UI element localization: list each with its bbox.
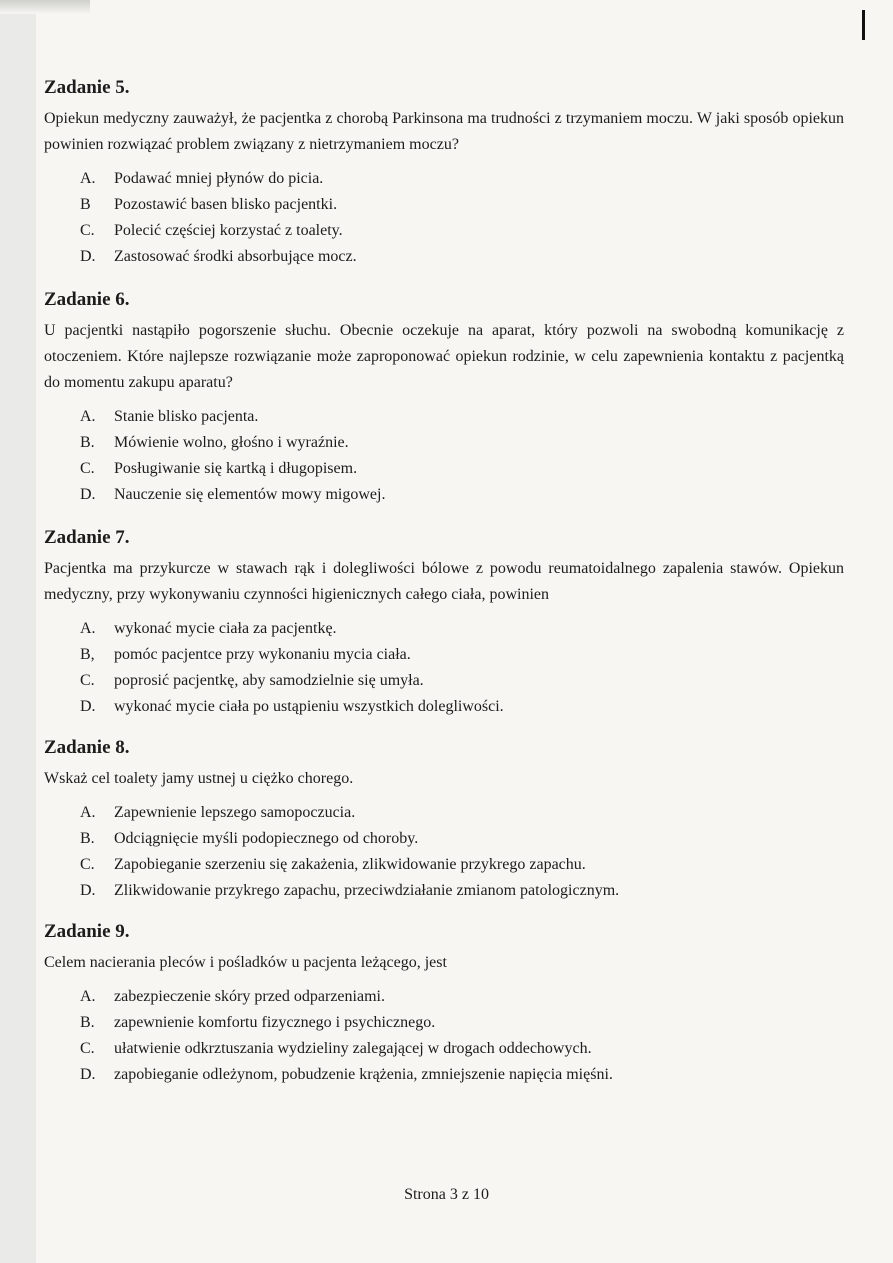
task-title: Zadanie 6.	[44, 289, 130, 310]
answer-option-b	[80, 192, 844, 218]
option-letter: D.	[80, 486, 96, 503]
answer-option-a	[80, 616, 844, 642]
option-letter: A.	[80, 804, 96, 821]
option-text: Zastosować środki absorbujące mocz.	[114, 248, 357, 265]
task-5	[44, 76, 844, 270]
answer-option-d	[80, 1062, 844, 1088]
task-title: Zadanie 5.	[44, 77, 130, 98]
task-7	[44, 526, 844, 720]
answer-option-c	[80, 456, 844, 482]
answer-options	[44, 984, 844, 1088]
option-letter: C.	[80, 1040, 95, 1057]
answer-option-d	[80, 878, 844, 904]
option-text: Zapewnienie lepszego samopoczucia.	[114, 804, 356, 821]
option-letter: C.	[80, 460, 95, 477]
option-text: Odciągnięcie myśli podopiecznego od choroby.	[114, 830, 419, 847]
task-title: Zadanie 8.	[44, 737, 130, 758]
answer-option-c	[80, 668, 844, 694]
option-text: pomóc pacjentce przy wykonaniu mycia ciała.	[114, 646, 411, 663]
option-text: Stanie blisko pacjenta.	[114, 408, 259, 425]
option-letter: C.	[80, 222, 95, 239]
option-letter: A.	[80, 170, 96, 187]
scan-corner-shadow	[0, 0, 90, 14]
answer-option-b	[80, 826, 844, 852]
answer-option-a	[80, 404, 844, 430]
answer-options	[44, 616, 844, 720]
option-text: Podawać mniej płynów do picia.	[114, 170, 324, 187]
answer-option-b	[80, 430, 844, 456]
task-question: Pacjentka ma przykurcze w stawach rąk i dolegliwości bólowe z powodu reumatoidalnego zapalenia stawów. Opiekun medyczny, przy wykonywaniu czynności higienicznych całego ciała, powinien	[44, 560, 844, 603]
option-letter: C.	[80, 672, 95, 689]
option-text: zabezpieczenie skóry przed odparzeniami.	[114, 988, 385, 1005]
option-text: Zapobieganie szerzeniu się zakażenia, zlikwidowanie przykrego zapachu.	[114, 856, 586, 873]
page-number: Strona 3 z 10	[404, 1186, 489, 1203]
option-letter: D.	[80, 882, 96, 899]
answer-option-c	[80, 852, 844, 878]
option-letter: D.	[80, 1066, 96, 1083]
task-9	[44, 920, 844, 1088]
option-letter: B	[80, 196, 91, 213]
option-text: Mówienie wolno, głośno i wyraźnie.	[114, 434, 349, 451]
option-letter: C.	[80, 856, 95, 873]
option-text: zapewnienie komfortu fizycznego i psychicznego.	[114, 1014, 436, 1031]
option-letter: B,	[80, 646, 95, 663]
task-title: Zadanie 9.	[44, 921, 130, 942]
task-question: U pacjentki nastąpiło pogorszenie słuchu. Obecnie oczekuje na aparat, który pozwoli na swobodną komunikację z otoczeniem. Które najlepsze rozwiązanie może zaproponować opiekun rodzinie, w celu zapewnienia kontaktu z pacjentką do momentu zakupu aparatu?	[44, 322, 844, 391]
option-letter: A.	[80, 408, 96, 425]
task-6	[44, 288, 844, 508]
answer-options	[44, 404, 844, 508]
option-letter: A.	[80, 620, 96, 637]
option-text: zapobieganie odleżynom, pobudzenie krążenia, zmniejszenie napięcia mięśni.	[114, 1066, 613, 1083]
option-text: ułatwienie odkrztuszania wydzieliny zalegającej w drogach oddechowych.	[114, 1040, 592, 1057]
option-letter: B.	[80, 830, 95, 847]
answer-option-d	[80, 694, 844, 720]
answer-option-d	[80, 482, 844, 508]
option-letter: B.	[80, 434, 95, 451]
option-letter: D.	[80, 248, 96, 265]
answer-options	[44, 166, 844, 270]
option-letter: D.	[80, 698, 96, 715]
task-title: Zadanie 7.	[44, 527, 130, 548]
task-question: Opiekun medyczny zauważył, że pacjentka z chorobą Parkinsona ma trudności z trzymaniem moczu. W jaki sposób opiekun powinien rozwiązać problem związany z nietrzymaniem moczu?	[44, 110, 844, 153]
option-letter: A.	[80, 988, 96, 1005]
scan-edge-shadow	[0, 0, 36, 1263]
answer-option-b	[80, 642, 844, 668]
answer-option-a	[80, 166, 844, 192]
option-text: Posługiwanie się kartką i długopisem.	[114, 460, 358, 477]
option-text: wykonać mycie ciała za pacjentkę.	[114, 620, 337, 637]
answer-option-c	[80, 1036, 844, 1062]
answer-option-d	[80, 244, 844, 270]
task-8	[44, 736, 844, 904]
task-question: Celem nacierania pleców i pośladków u pacjenta leżącego, jest	[44, 954, 447, 971]
option-text: Pozostawić basen blisko pacjentki.	[114, 196, 338, 213]
option-text: Nauczenie się elementów mowy migowej.	[114, 486, 386, 503]
answer-option-a	[80, 984, 844, 1010]
answer-option-a	[80, 800, 844, 826]
task-question: Wskaż cel toalety jamy ustnej u ciężko chorego.	[44, 770, 354, 787]
answer-option-c	[80, 218, 844, 244]
answer-option-b	[80, 1010, 844, 1036]
scan-edge-mark	[862, 10, 865, 40]
option-text: Polecić częściej korzystać z toalety.	[114, 222, 343, 239]
answer-options	[44, 800, 844, 904]
option-text: poprosić pacjentkę, aby samodzielnie się umyła.	[114, 672, 424, 689]
option-letter: B.	[80, 1014, 95, 1031]
option-text: wykonać mycie ciała po ustąpieniu wszystkich dolegliwości.	[114, 698, 504, 715]
option-text: Zlikwidowanie przykrego zapachu, przeciwdziałanie zmianom patologicznym.	[114, 882, 620, 899]
